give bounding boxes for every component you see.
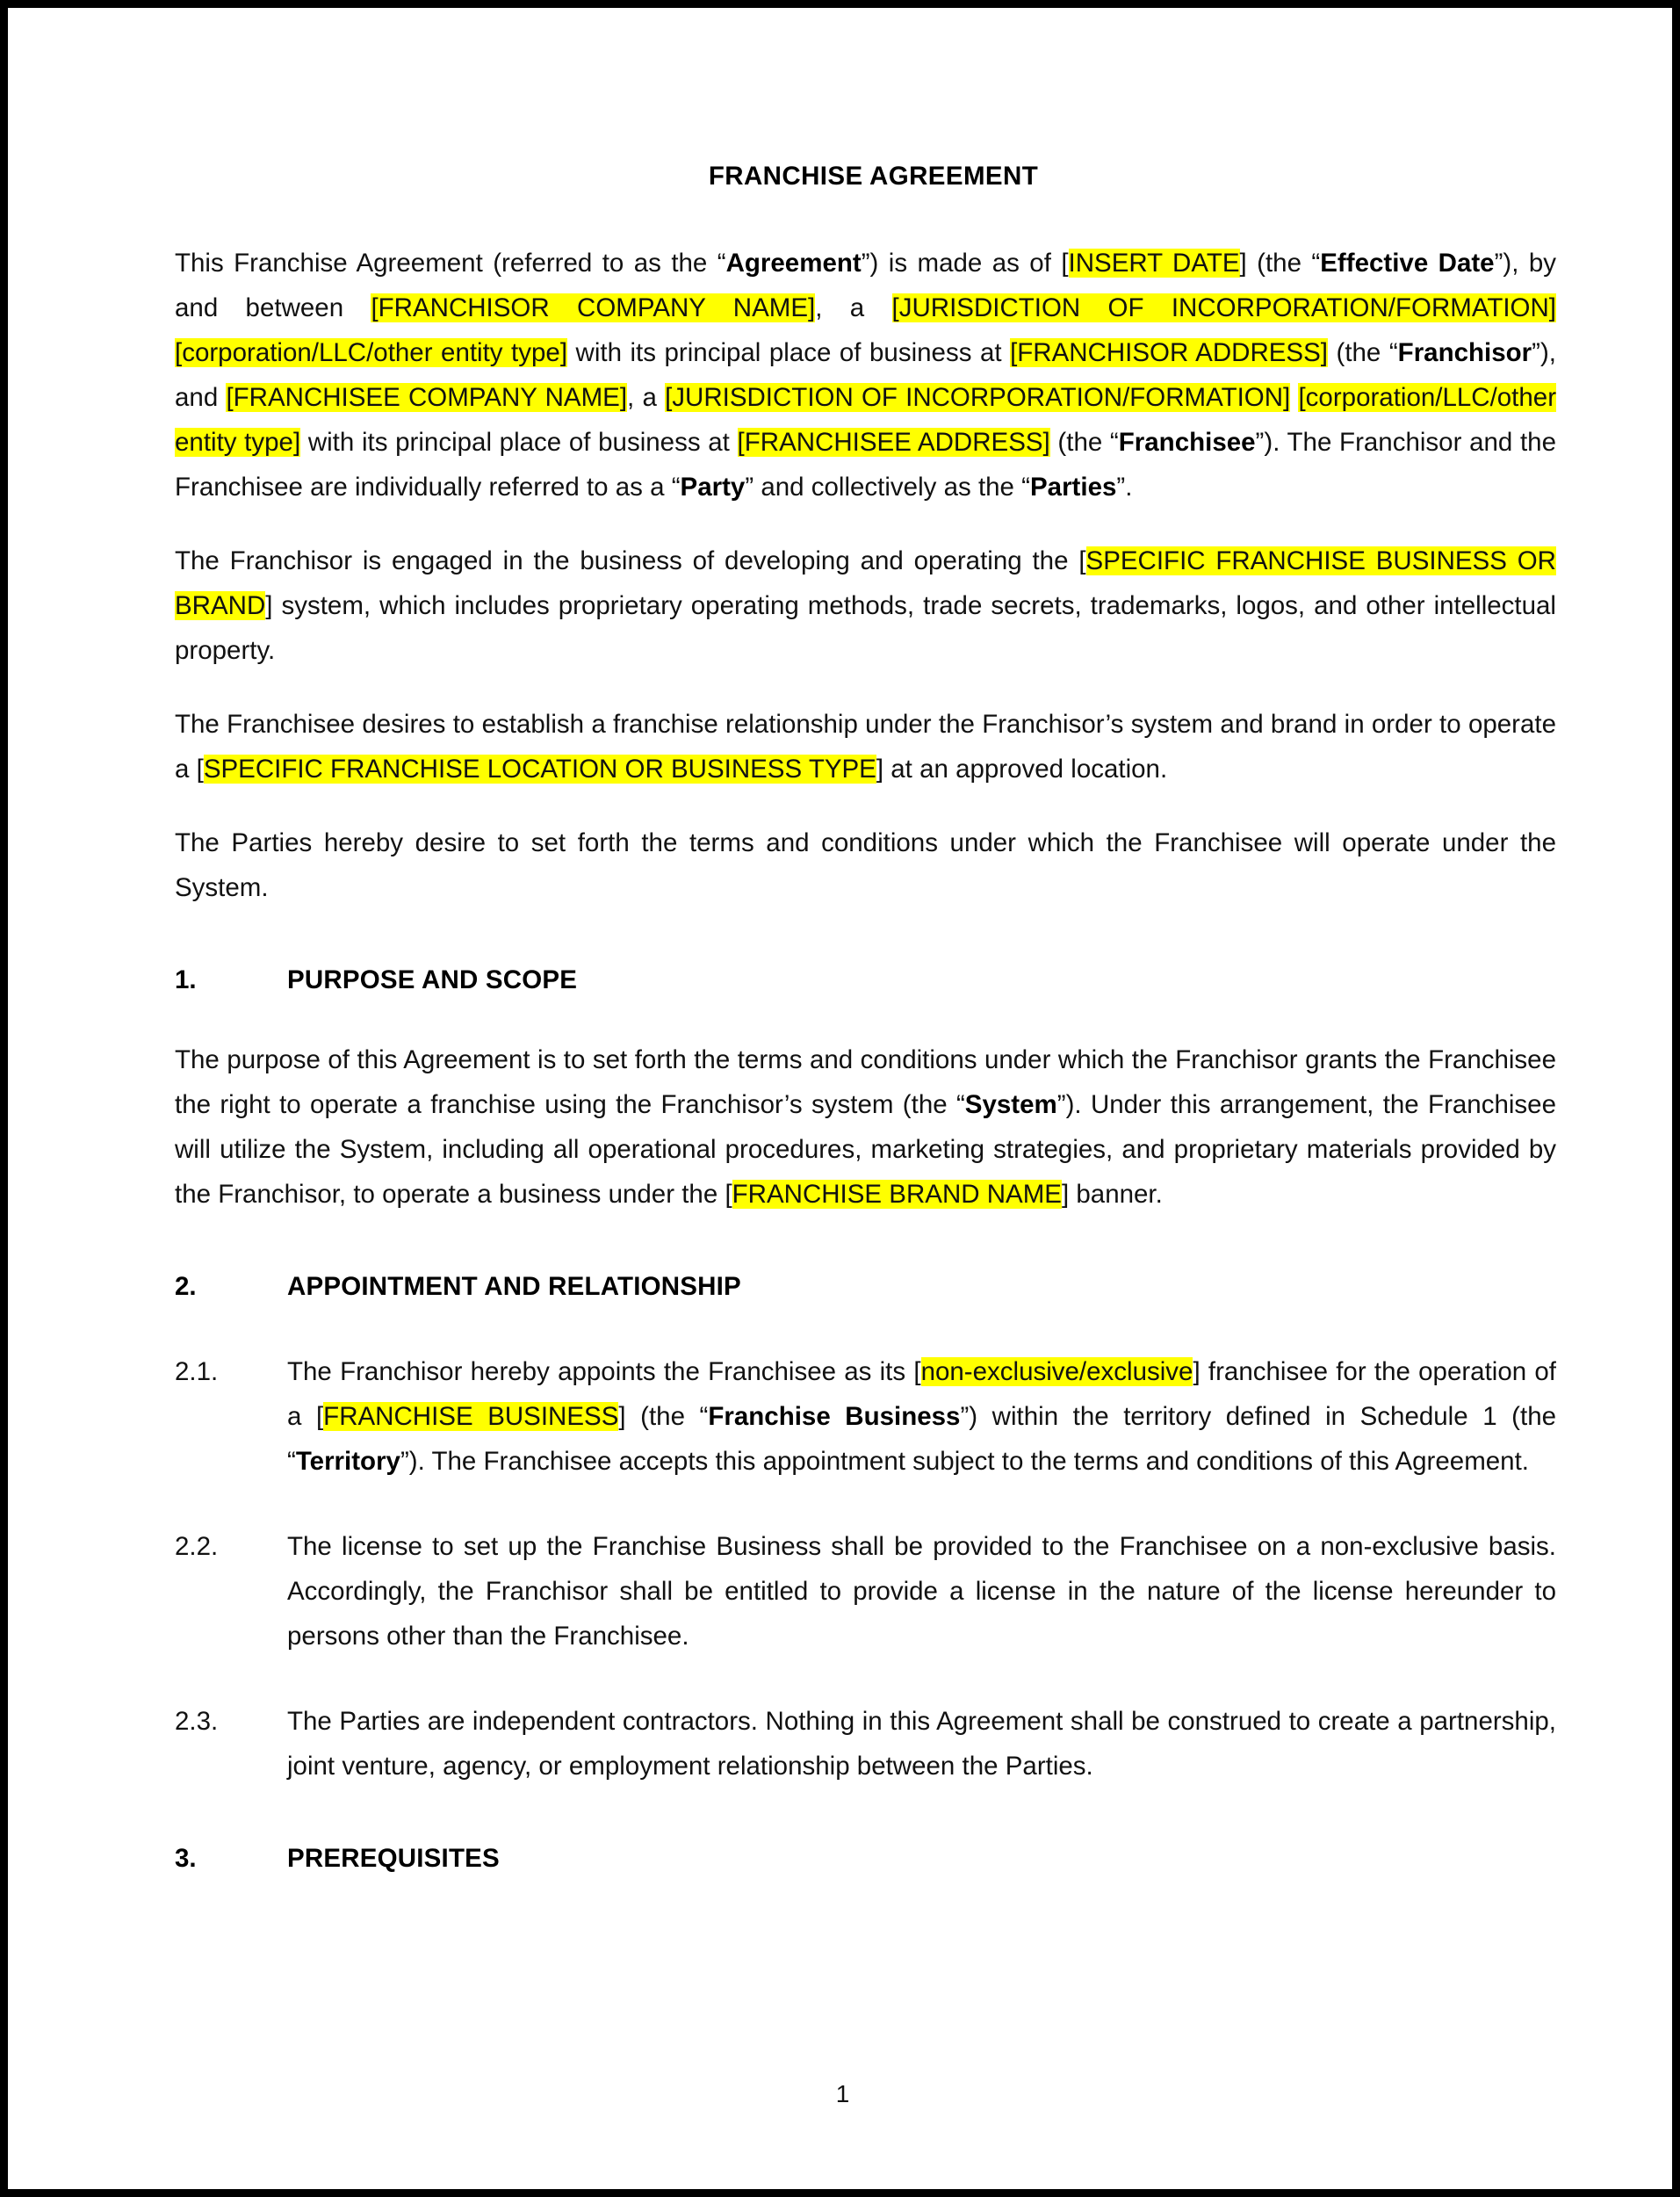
section-number-2: 2.: [175, 1272, 197, 1301]
text-run: , a: [815, 293, 892, 322]
text-run: ] banner.: [1062, 1180, 1163, 1209]
text-run: ] franchisee for the operation of a [: [287, 1357, 1556, 1431]
text-run: The Franchisee desires to establish a franchise relationship under the Franchisor’s system and brand in order to operate a [: [175, 710, 1556, 784]
defined-term-system: System: [964, 1090, 1057, 1119]
defined-term-franchisee: Franchisee: [1118, 428, 1256, 457]
clause-2-2-text: The license to set up the Franchise Business shall be provided to the Franchisee on a non-exclusive basis. Accordingly, the Franchisor shall be entitled to provide a license in the nature of the license hereunder to persons other than the Franchisee.: [287, 1532, 1556, 1651]
text-run: (the “: [1049, 428, 1119, 457]
preamble-paragraph-3: [175, 702, 1556, 791]
text-run: ” and collectively as the “: [745, 473, 1030, 502]
text-run: ”), and: [175, 338, 1556, 412]
text-run: The purpose of this Agreement is to set forth the terms and conditions under which the Franchisor grants the Franchisee the right to operate a franchise using the Franchisor’s system (the “: [175, 1045, 1556, 1119]
placeholder-franchise-brand-name: FRANCHISE BRAND NAME: [732, 1180, 1062, 1209]
clause-number-2-2: 2.2.: [175, 1532, 219, 1561]
placeholder-franchisor-jurisdiction: [JURISDICTION OF INCORPORATION/FORMATION]: [891, 293, 1556, 322]
clause-number-2-1: 2.1.: [175, 1357, 219, 1386]
placeholder-specific-franchise-location-or-business-type: SPECIFIC FRANCHISE LOCATION OR BUSINESS TYPE: [203, 755, 876, 784]
placeholder-insert-date: INSERT DATE: [1068, 249, 1240, 278]
placeholder-franchisee-entity-type: [corporation/LLC/other entity type]: [175, 383, 1557, 457]
section-number-1: 1.: [175, 965, 197, 994]
text-run: ”). The Franchisee accepts this appointment subject to the terms and conditions of this Agreement.: [400, 1447, 1529, 1476]
section-1-body: [175, 1037, 1556, 1217]
page-title: FRANCHISE AGREEMENT: [708, 162, 1039, 191]
clause-2-3-text: The Parties are independent contractors. Nothing in this Agreement shall be construed to create a partnership, joint venture, agency, or employment relationship between the Parties.: [287, 1707, 1556, 1781]
placeholder-franchisor-company-name: [FRANCHISOR COMPANY NAME]: [371, 293, 816, 322]
text-run: The Franchisor hereby appoints the Franchisee as its [: [287, 1357, 921, 1386]
text-run: ”) is made as of [: [861, 249, 1069, 278]
text-run: with its principal place of business at: [567, 338, 1011, 367]
preamble-paragraph-1: [175, 241, 1556, 510]
text-run: , a: [627, 383, 666, 412]
text-run: ] at an approved location.: [876, 755, 1168, 784]
text-run: The Franchisor is engaged in the business of developing and operating the [: [175, 546, 1086, 575]
placeholder-franchisor-address: [FRANCHISOR ADDRESS]: [1010, 338, 1328, 367]
text-run: This Franchise Agreement (referred to as the “: [175, 249, 726, 278]
placeholder-franchisee-address: [FRANCHISEE ADDRESS]: [737, 428, 1050, 457]
placeholder-franchisee-jurisdiction: [JURISDICTION OF INCORPORATION/FORMATION]: [665, 383, 1291, 412]
section-heading-3: [175, 1836, 1556, 1881]
text-run: ”). The Franchisor and the Franchisee are individually referred to as a “: [175, 428, 1556, 502]
spacer: [175, 1002, 1556, 1037]
preamble-paragraph-4: [175, 820, 1556, 910]
text-run: The Parties hereby desire to set forth the terms and conditions under which the Franchisee will operate under the System.: [175, 828, 1556, 902]
section-number-3: 3.: [175, 1844, 197, 1873]
text-run: ”), by and between: [175, 249, 1557, 322]
defined-term-franchise-business: Franchise Business: [708, 1402, 961, 1431]
text-run: ] (the “: [1239, 249, 1321, 278]
placeholder-specific-franchise-business-or-brand: SPECIFIC FRANCHISE BUSINESS OR BRAND: [175, 546, 1556, 620]
text-run: ] system, which includes proprietary operating methods, trade secrets, trademarks, logos, and other intellectual property.: [175, 591, 1556, 665]
page-sheet: [8, 8, 1672, 2189]
clause-2-3: [175, 1699, 1556, 1789]
defined-term-effective-date: Effective Date: [1320, 249, 1495, 278]
text-run: (the “: [1328, 338, 1398, 367]
text-run: ”.: [1116, 473, 1133, 502]
text-run: with its principal place of business at: [300, 428, 738, 457]
defined-term-franchisor: Franchisor: [1397, 338, 1532, 367]
clause-number-2-3: 2.3.: [175, 1707, 219, 1736]
preamble-paragraph-2: [175, 538, 1556, 673]
section-heading-1: [175, 958, 1556, 1002]
placeholder-non-exclusive-exclusive: non-exclusive/exclusive: [920, 1357, 1193, 1386]
defined-term-territory: Territory: [295, 1447, 400, 1476]
text-run: ”). Under this arrangement, the Franchisee will utilize the System, including all operational procedures, marketing strategies, and proprietary materials provided by the Franchisor, to operate a business under the [: [175, 1090, 1556, 1209]
placeholder-franchisor-entity-type: [corporation/LLC/other entity type]: [175, 338, 568, 367]
defined-term-agreement: Agreement: [725, 249, 862, 278]
clause-2-2: [175, 1524, 1556, 1659]
section-title-3: PREREQUISITES: [287, 1844, 500, 1873]
defined-term-party: Party: [680, 473, 746, 502]
section-title-1: PURPOSE AND SCOPE: [287, 965, 578, 994]
placeholder-franchisee-company-name: [FRANCHISEE COMPANY NAME]: [226, 383, 628, 412]
clause-2-1-text: [287, 1349, 1556, 1484]
page-number: 1: [835, 2080, 850, 2107]
section-title-2: APPOINTMENT AND RELATIONSHIP: [287, 1272, 741, 1301]
clause-2-1: [175, 1349, 1556, 1484]
text-run: ] (the “: [618, 1402, 709, 1431]
text-run: ”) within the territory defined in Schedule 1 (the “: [287, 1402, 1557, 1476]
defined-term-parties: Parties: [1029, 473, 1117, 502]
section-heading-2: [175, 1264, 1556, 1309]
placeholder-franchise-business: FRANCHISE BUSINESS: [323, 1402, 619, 1431]
